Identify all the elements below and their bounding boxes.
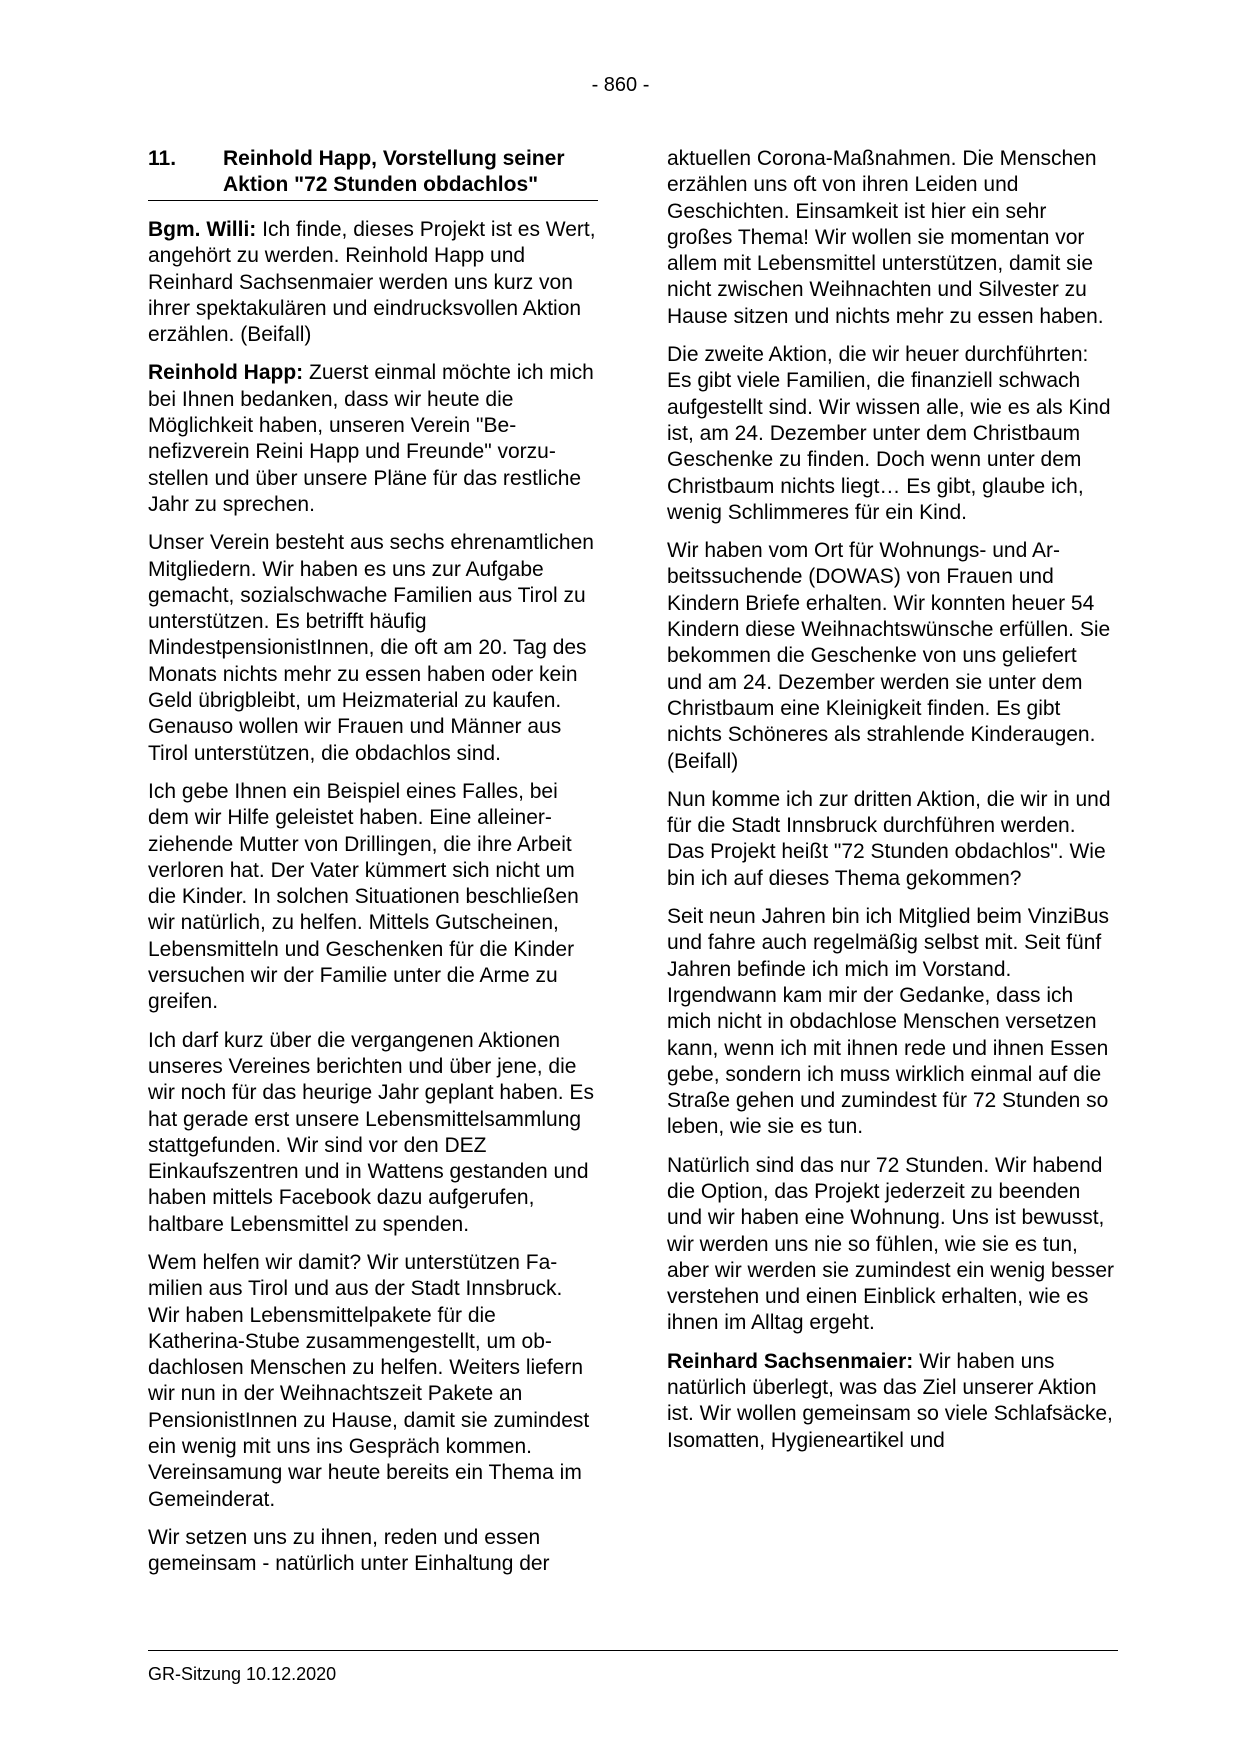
footer-text: GR-Sitzung 10.12.2020: [148, 1664, 337, 1684]
paragraph-text: Zuerst einmal möchte ich mich bei Ihnen bedanken, dass wir heute die Möglichkeit haben, unseren Verein "Benefizverein Reini Happ und Freunde" vorzustellen und über unsere Pläne für das restliche Jahr zu sprechen.: [148, 361, 594, 516]
paragraph-text: Natürlich sind das nur 72 Stunden. Wir habend die Option, das Projekt jederzeit zu beenden und wir haben eine Wohnung. Uns ist bewusst, wir werden uns nie so fühlen, wie sie es tun, aber wir werden sie zumindest ein wenig besser verstehen und einen Einblick erhalten, wie es ihnen im Alltag ergeht.: [667, 1153, 1115, 1335]
paragraph-text: Wir setzen uns zu ihnen, reden und essen gemeinsam - natürlich unter Einhaltung der: [148, 1525, 550, 1576]
footer-divider: [148, 1650, 1118, 1651]
paragraph: [148, 779, 598, 1016]
paragraph-text: Ich finde, dieses Projekt ist es Wert, angehört zu werden. Reinhold Happ und Reinhard Sachsenmaier werden uns kurz von ihrer spektakulären und eindrucksvollen Aktion erzählen. (Beifall): [148, 218, 596, 347]
paragraph-text: Ich darf kurz über die vergangenen Aktionen unseres Vereines berichten und über jene, die wir noch für das heurige Jahr geplant haben. Es hat gerade erst unsere Lebensmittelsammlung stattgefunden. Wir sind vor den DEZ Einkaufszentren und in Wattens gestanden und haben mittels Facebook dazu aufgerufen, haltbare Lebensmittel zu spenden.: [148, 1028, 594, 1236]
page-number: - 860 -: [591, 74, 650, 96]
section-title: Reinhold Happ, Vorstellung seiner Aktion "72 Stunden obdachlos": [223, 147, 565, 196]
paragraph-text: aktuellen Corona-Maßnahmen. Die Menschen erzählen uns oft von ihren Leiden und Geschichten. Einsamkeit ist hier ein sehr großes Thema! Wir wollen sie momentan vor allem mit Lebensmittel unterstützen, damit sie nicht zwischen Weihnachten und Silvester zu Hause sitzen und nichts mehr zu essen haben.: [667, 147, 1104, 328]
paragraph: [667, 1349, 1117, 1454]
paragraph: [148, 530, 598, 767]
paragraph: [148, 217, 598, 348]
paragraph: [148, 1525, 598, 1578]
paragraph-text: Wir haben uns natürlich überlegt, was das Ziel unserer Aktion ist. Wir wollen gemeinsam so viele Schlafsäcke, Isomatten, Hygieneartikel und: [667, 1349, 1113, 1452]
speaker-name: Reinhard Sachsenmaier:: [667, 1349, 914, 1373]
paragraph-text: Wir haben vom Ort für Wohnungs- und Arbeitssuchende (DOWAS) von Frauen und Kindern Briefe erhalten. Wir konnten heuer 54 Kindern diese Weihnachtswünsche erfüllen. Sie bekommen die Geschenke von uns geliefert und am 24. Dezember werden sie unter dem Christbaum eine Kleinigkeit finden. Es gibt nichts Schöneres als strahlende Kinderaugen. (Beifall): [667, 539, 1111, 773]
paragraph: [667, 342, 1117, 526]
section-heading: [148, 146, 598, 201]
paragraph-text: Ich gebe Ihnen ein Beispiel eines Falles, bei dem wir Hilfe geleistet haben. Eine alleinerziehende Mutter von Drillingen, die ihre Arbeit verloren hat. Der Vater kümmert sich nicht um die Kinder. In solchen Situationen beschließen wir natürlich, zu helfen. Mittels Gutscheinen, Lebensmitteln und Geschenken für die Kinder versuchen wir der Familie unter die Arme zu greifen.: [148, 779, 579, 1014]
paragraph-text: Seit neun Jahren bin ich Mitglied beim VinziBus und fahre auch regelmäßig selbst mit. Seit fünf Jahren befinde ich mich im Vorstand. Irgendwann kam mir der Gedanke, dass ich mich nicht in obdachlose Menschen versetzen kann, wenn ich mit ihnen rede und ihnen Essen gebe, sondern ich muss wirklich einmal auf die Straße gehen und zumindest für 72 Stunden so leben, wie sie es tun.: [667, 905, 1110, 1139]
paragraph-text: Nun komme ich zur dritten Aktion, die wir in und für die Stadt Innsbruck durchführen werden. Das Projekt heißt "72 Stunden obdachlos". Wie bin ich auf dieses Thema gekommen?: [667, 787, 1111, 890]
paragraph-text: Die zweite Aktion, die wir heuer durchführten: Es gibt viele Familien, die finanziell schwach aufgestellt sind. Wir wissen alle, wie es als Kind ist, am 24. Dezember unter dem Christbaum Geschenke zu finden. Doch wenn unter dem Christbaum nichts liegt… Es gibt, glaube ich, wenig Schlimmeres für ein Kind.: [667, 343, 1111, 524]
paragraph: [667, 787, 1117, 892]
paragraph: [667, 904, 1117, 1141]
paragraph-text: Unser Verein besteht aus sechs ehrenamtlichen Mitgliedern. Wir haben es uns zur Aufgabe gemacht, sozialschwache Familien aus Tirol zu unterstützen. Es betrifft häufig MindestpensionistInnen, die oft am 20. Tag des Monats nichts mehr zu essen haben oder kein Geld übrigbleibt, um Heizmaterial zu kaufen. Genauso wollen wir Frauen und Männer aus Tirol unterstützen, die obdachlos sind.: [148, 531, 594, 765]
paragraph: [667, 538, 1117, 775]
paragraph: [667, 1153, 1117, 1337]
paragraph-text: Wem helfen wir damit? Wir unterstützen Familien aus Tirol und aus der Stadt Innsbruck. Wir haben Lebensmittelpakete für die Katherina-Stube zusammengestellt, um obdachlosen Menschen zu helfen. Weiters liefern wir nun in der Weihnachtszeit Pakete an PensionistInnen zu Hause, damit sie zumindest ein wenig mit uns ins Gespräch kommen. Vereinsamung war heute bereits ein Thema im Gemeinderat.: [148, 1250, 590, 1511]
speaker-name: Bgm. Willi:: [148, 218, 257, 241]
section-number: 11.: [148, 147, 177, 170]
right-column: [667, 146, 1117, 1466]
paragraph: [148, 360, 598, 518]
left-column: [148, 146, 598, 1590]
speaker-name: Reinhold Happ:: [148, 361, 304, 385]
paragraph: [148, 1250, 598, 1513]
paragraph: [148, 1028, 598, 1238]
paragraph: [667, 146, 1117, 330]
